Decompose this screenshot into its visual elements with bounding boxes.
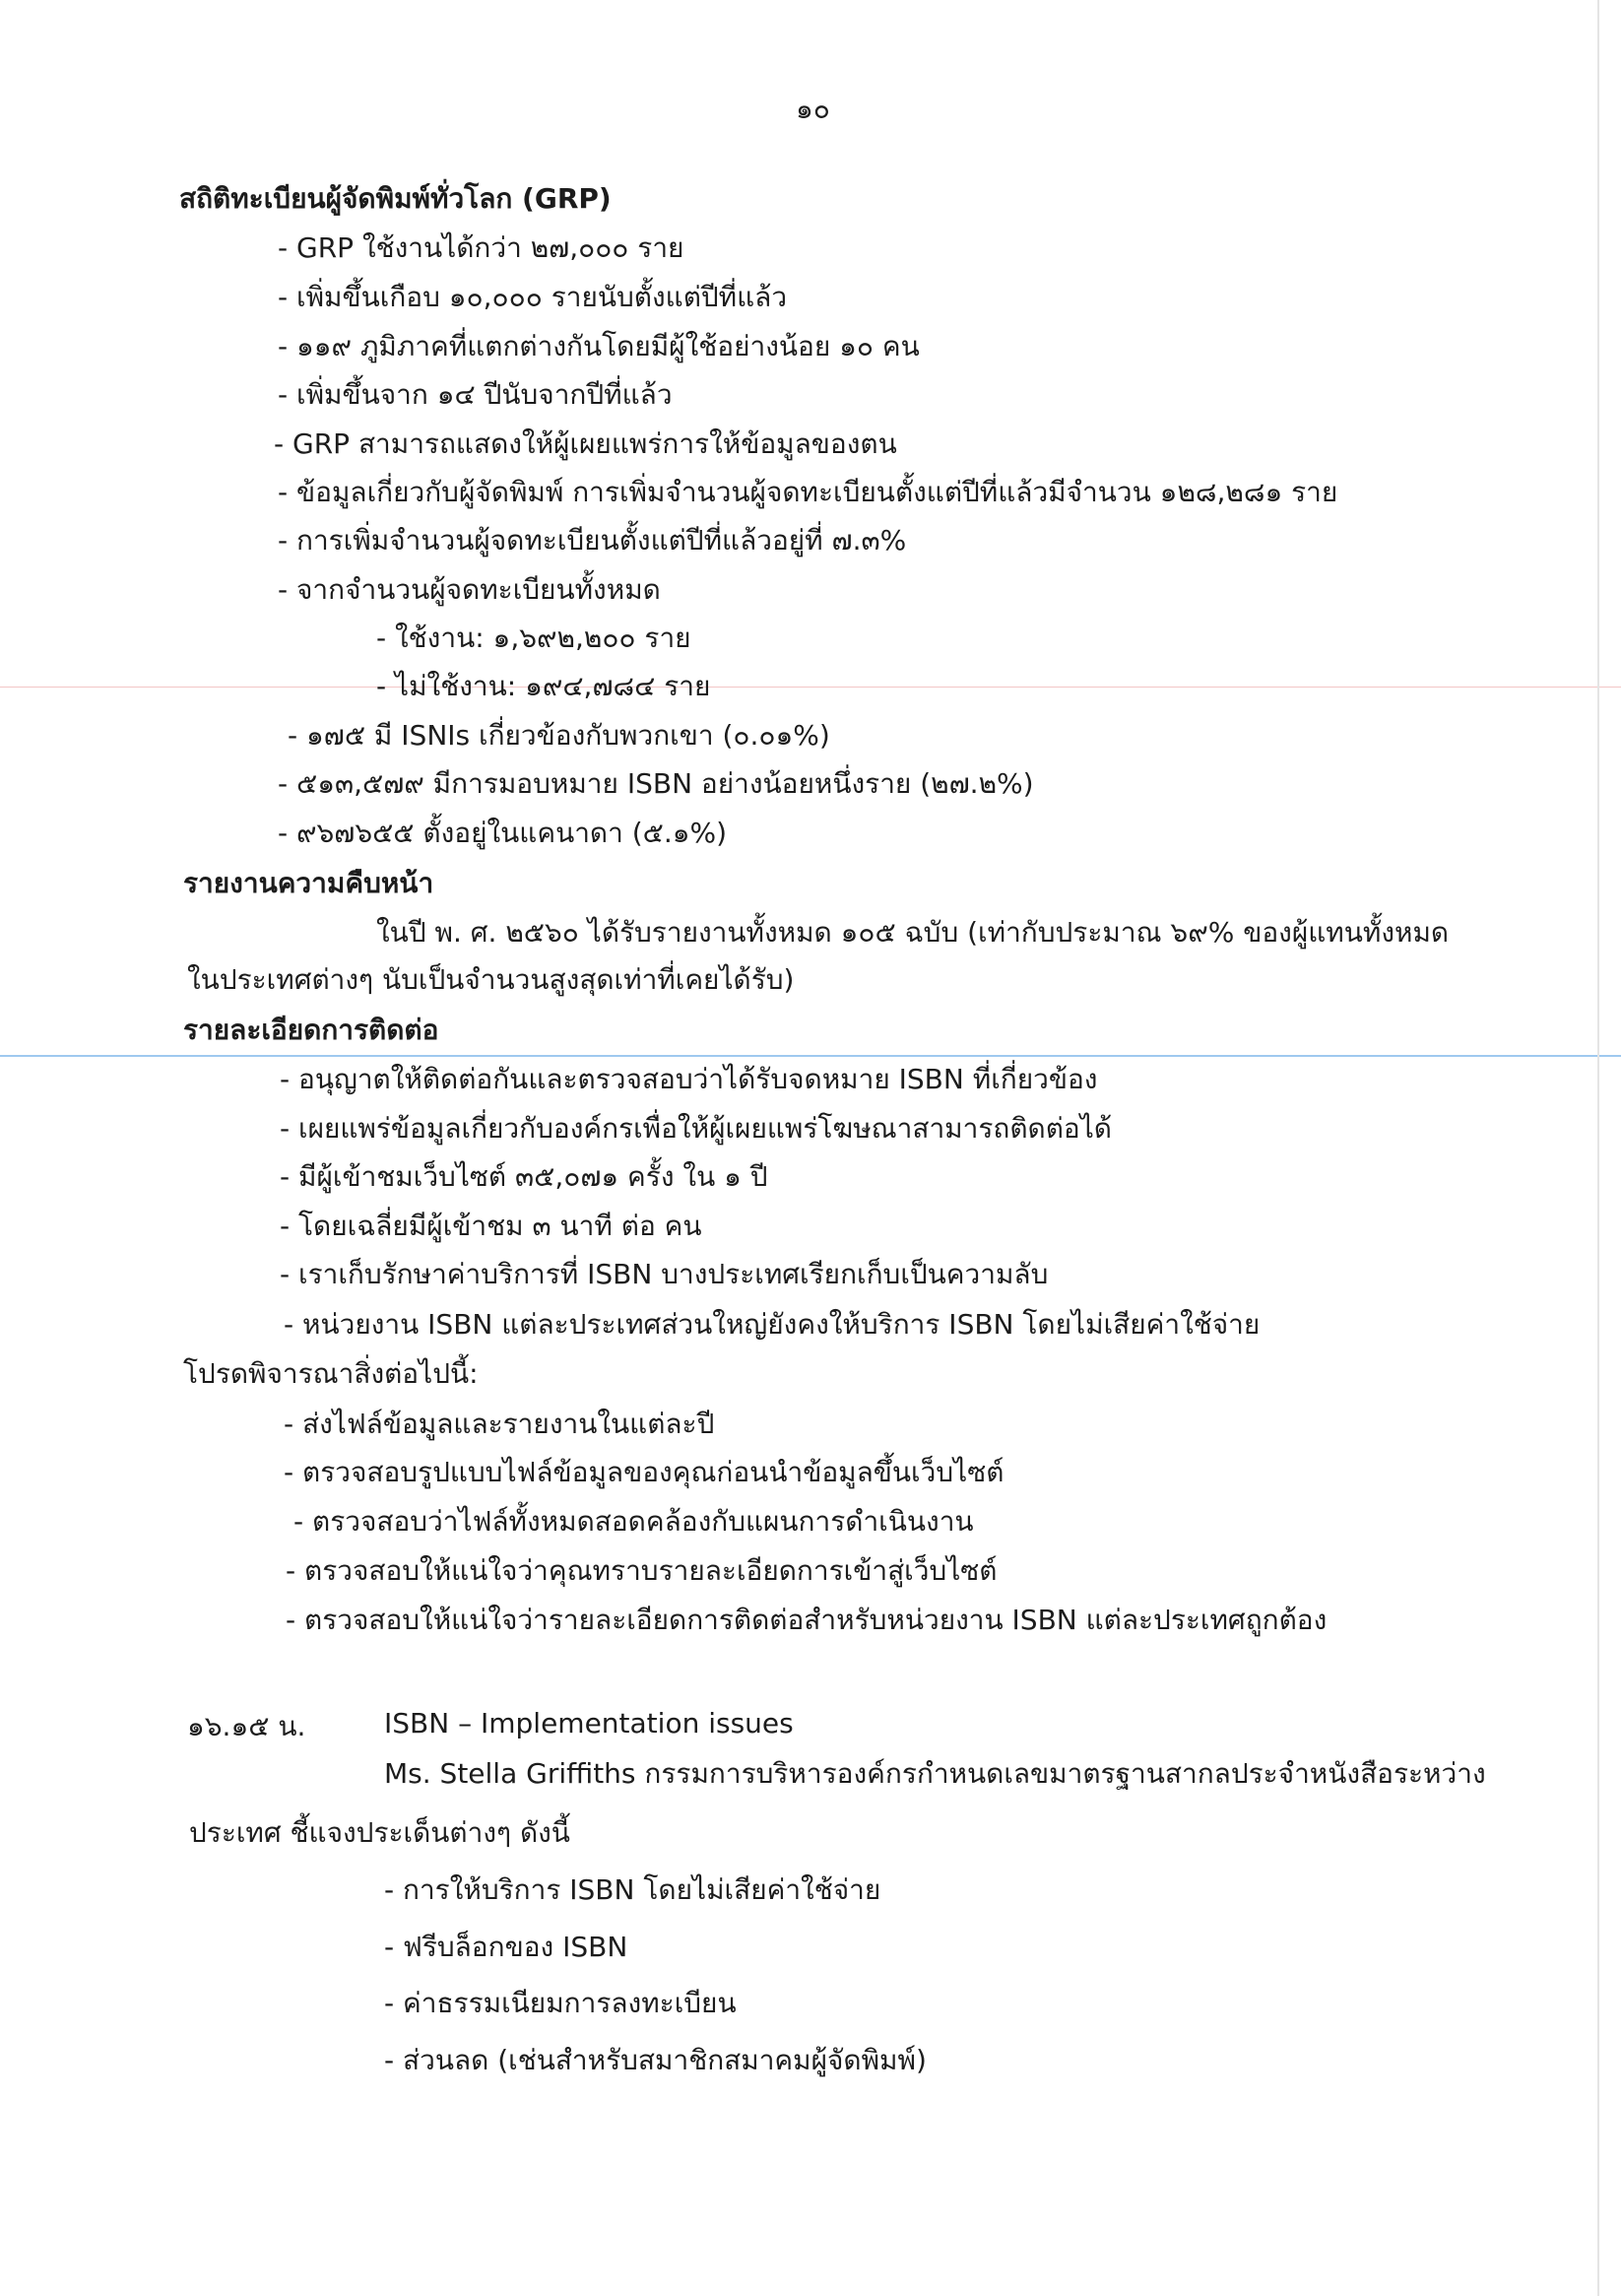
session-intro-line: ประเทศ ชี้แจงประเด็นต่างๆ ดังนี้ bbox=[189, 1816, 570, 1849]
list-item: - เผยแพร่ข้อมูลเกี่ยวกับองค์กรเพื่อให้ผู้เผยแพร่โฆษณาสามารถติดต่อได้ bbox=[280, 1112, 1112, 1145]
list-item: - ส่วนลด (เช่นสำหรับสมาชิกสมาคมผู้จัดพิมพ์) bbox=[384, 2044, 927, 2076]
list-item: - ๙๖๗๖๕๕ ตั้งอยู่ในแคนาดา (๕.๑%) bbox=[278, 817, 728, 849]
list-item: - โดยเฉลี่ยมีผู้เข้าชม ๓ นาที ต่อ คน bbox=[280, 1210, 702, 1242]
list-item: - GRP สามารถแสดงให้ผู้เผยแพร่การให้ข้อมูลของตน bbox=[274, 427, 897, 460]
scan-edge bbox=[1597, 0, 1599, 2296]
list-item: - เพิ่มขึ้นเกือบ ๑๐,๐๐๐ รายนับตั้งแต่ปีที่แล้ว bbox=[278, 281, 788, 313]
progress-heading: รายงานความคืบหน้า bbox=[183, 867, 434, 899]
list-item: - เพิ่มขึ้นจาก ๑๔ ปีนับจากปีที่แล้ว bbox=[278, 378, 673, 411]
list-item: - มีผู้เข้าชมเว็บไซต์ ๓๕,๐๗๑ ครั้ง ใน ๑ ปี bbox=[280, 1160, 768, 1193]
list-item: - ๑๑๙ ภูมิภาคที่แตกต่างกันโดยมีผู้ใช้อย่างน้อย ๑๐ คน bbox=[278, 330, 920, 362]
scan-artifact-line bbox=[0, 687, 1621, 688]
list-item: - GRP ใช้งานได้กว่า ๒๗,๐๐๐ ราย bbox=[278, 231, 684, 264]
progress-paragraph-line: ในประเทศต่างๆ นับเป็นจำนวนสูงสุดเท่าที่เคยได้รับ) bbox=[187, 963, 795, 996]
sub-list-item: - ใช้งาน: ๑,๖๙๒,๒๐๐ ราย bbox=[376, 622, 691, 654]
list-item: - ตรวจสอบว่าไฟล์ทั้งหมดสอดคล้องกับแผนการดำเนินงาน bbox=[293, 1505, 974, 1538]
list-item: - ตรวจสอบรูปแบบไฟล์ข้อมูลของคุณก่อนนำข้อมูลขึ้นเว็บไซต์ bbox=[284, 1456, 1005, 1488]
list-item: - ค่าธรรมเนียมการลงทะเบียน bbox=[384, 1987, 737, 2019]
scan-artifact-line bbox=[0, 1055, 1621, 1057]
list-item: - อนุญาตให้ติดต่อกันและตรวจสอบว่าได้รับจดหมาย ISBN ที่เกี่ยวข้อง bbox=[280, 1063, 1098, 1095]
list-item: - จากจำนวนผู้จดทะเบียนทั้งหมด bbox=[278, 573, 661, 606]
progress-paragraph-line: ในปี พ. ศ. ๒๕๖๐ ได้รับรายงานทั้งหมด ๑๐๕ ฉบับ (เท่ากับประมาณ ๖๙% ของผู้แทนทั้งหมด bbox=[376, 916, 1450, 949]
session-title: ISBN – Implementation issues bbox=[384, 1707, 794, 1739]
list-item: - การเพิ่มจำนวนผู้จดทะเบียนตั้งแต่ปีที่แล้วอยู่ที่ ๗.๓% bbox=[278, 524, 907, 557]
list-item: - เราเก็บรักษาค่าบริการที่ ISBN บางประเทศเรียกเก็บเป็นความลับ bbox=[280, 1258, 1049, 1290]
grp-heading: สถิติทะเบียนผู้จัดพิมพ์ทั่วโลก (GRP) bbox=[179, 182, 612, 215]
list-item: - ส่งไฟล์ข้อมูลและรายงานในแต่ละปี bbox=[284, 1408, 715, 1440]
list-item: - ตรวจสอบให้แน่ใจว่าคุณทราบรายละเอียดการเข้าสู่เว็บไซต์ bbox=[286, 1554, 998, 1587]
list-item: - ตรวจสอบให้แน่ใจว่ารายละเอียดการติดต่อสำหรับหน่วยงาน ISBN แต่ละประเทศถูกต้อง bbox=[286, 1604, 1328, 1636]
list-item: - หน่วยงาน ISBN แต่ละประเทศส่วนใหญ่ยังคงให้บริการ ISBN โดยไม่เสียค่าใช้จ่าย bbox=[284, 1308, 1261, 1341]
list-item: - การให้บริการ ISBN โดยไม่เสียค่าใช้จ่าย bbox=[384, 1873, 881, 1906]
list-item: - ฟรีบล็อกของ ISBN bbox=[384, 1931, 628, 1963]
page-number: ๑๐ bbox=[796, 93, 830, 125]
sub-list-item: - ไม่ใช้งาน: ๑๙๔,๗๘๔ ราย bbox=[376, 670, 711, 702]
contact-heading: รายละเอียดการติดต่อ bbox=[183, 1014, 439, 1046]
session-intro-line: Ms. Stella Griffiths กรรมการบริหารองค์กรกำหนดเลขมาตรฐานสากลประจำหนังสือระหว่าง bbox=[384, 1757, 1486, 1790]
consider-heading: โปรดพิจารณาสิ่งต่อไปนี้: bbox=[183, 1357, 479, 1390]
list-item: - ๕๑๓,๕๗๙ มีการมอบหมาย ISBN อย่างน้อยหนึ่งราย (๒๗.๒%) bbox=[278, 767, 1034, 800]
list-item: - ข้อมูลเกี่ยวกับผู้จัดพิมพ์ การเพิ่มจำนวนผู้จดทะเบียนตั้งแต่ปีที่แล้วมีจำนวน ๑๒๘,๒๘๑ ราย bbox=[278, 476, 1338, 508]
list-item: - ๑๗๕ มี ISNIs เกี่ยวข้องกับพวกเขา (๐.๐๑%) bbox=[288, 719, 830, 752]
session-time: ๑๖.๑๕ น. bbox=[187, 1710, 306, 1742]
